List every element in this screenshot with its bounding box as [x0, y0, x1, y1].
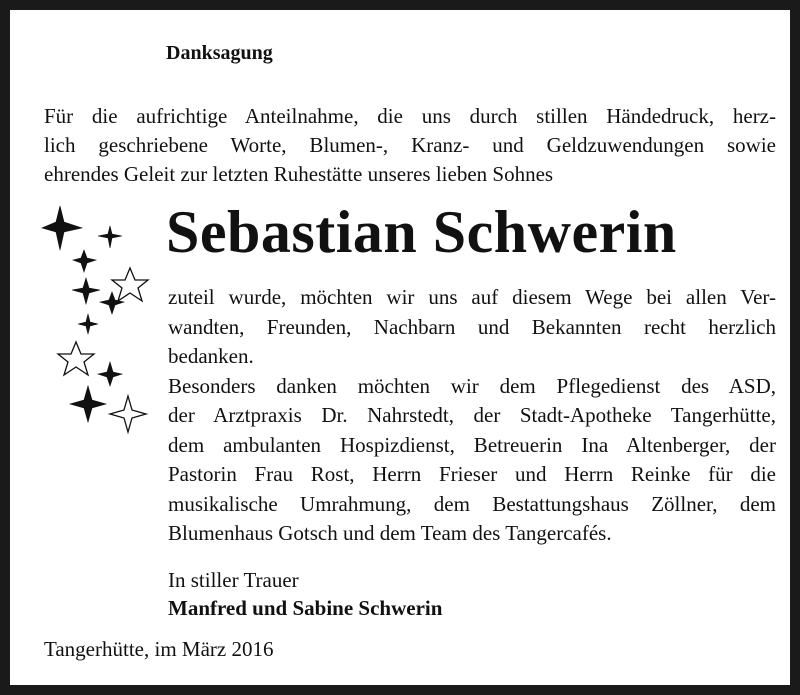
deceased-name: Sebastian Schwerin: [166, 199, 677, 265]
body-line: Besonders danken möchten wir dem Pflegedienst des ASD,: [168, 373, 776, 398]
body-line: wandten, Freunden, Nachbarn und Bekannten recht herzlich: [168, 314, 776, 339]
intro-paragraph: [44, 102, 776, 189]
place-date: Tangerhütte, im März 2016: [44, 637, 274, 661]
body-paragraph: [168, 283, 776, 549]
intro-line: Für die aufrichtige Anteilnahme, die uns durch stillen Händedruck, herz-: [44, 104, 776, 128]
body-line: Pastorin Frau Rost, Herrn Frieser und Herrn Reinke für die: [168, 462, 776, 486]
body-line: bedanken.: [168, 344, 254, 368]
body-line: musikalische Umrahmung, dem Bestattungshaus Zöllner, dem: [168, 491, 776, 516]
notice-heading: Danksagung: [166, 42, 273, 64]
body-line: Blumenhaus Gotsch und dem Team des Tangercafés.: [168, 521, 612, 545]
intro-line: ehrendes Geleit zur letzten Ruhestätte unseres lieben Sohnes: [44, 162, 554, 186]
intro-line: lich geschriebene Worte, Blumen-, Kranz- und Geldzuwendungen sowie: [44, 133, 776, 157]
signers: Manfred und Sabine Schwerin: [168, 596, 443, 620]
closing-phrase: In stiller Trauer: [168, 568, 299, 592]
body-line: zuteil wurde, möchten wir uns auf diesem Wege bei allen Ver-: [168, 285, 776, 309]
body-line: dem ambulanten Hospizdienst, Betreuerin Ina Altenberger, der: [168, 432, 776, 457]
stars-cluster-icon: [40, 200, 160, 440]
body-line: der Arztpraxis Dr. Nahrstedt, der Stadt-Apotheke Tangerhütte,: [168, 403, 776, 427]
